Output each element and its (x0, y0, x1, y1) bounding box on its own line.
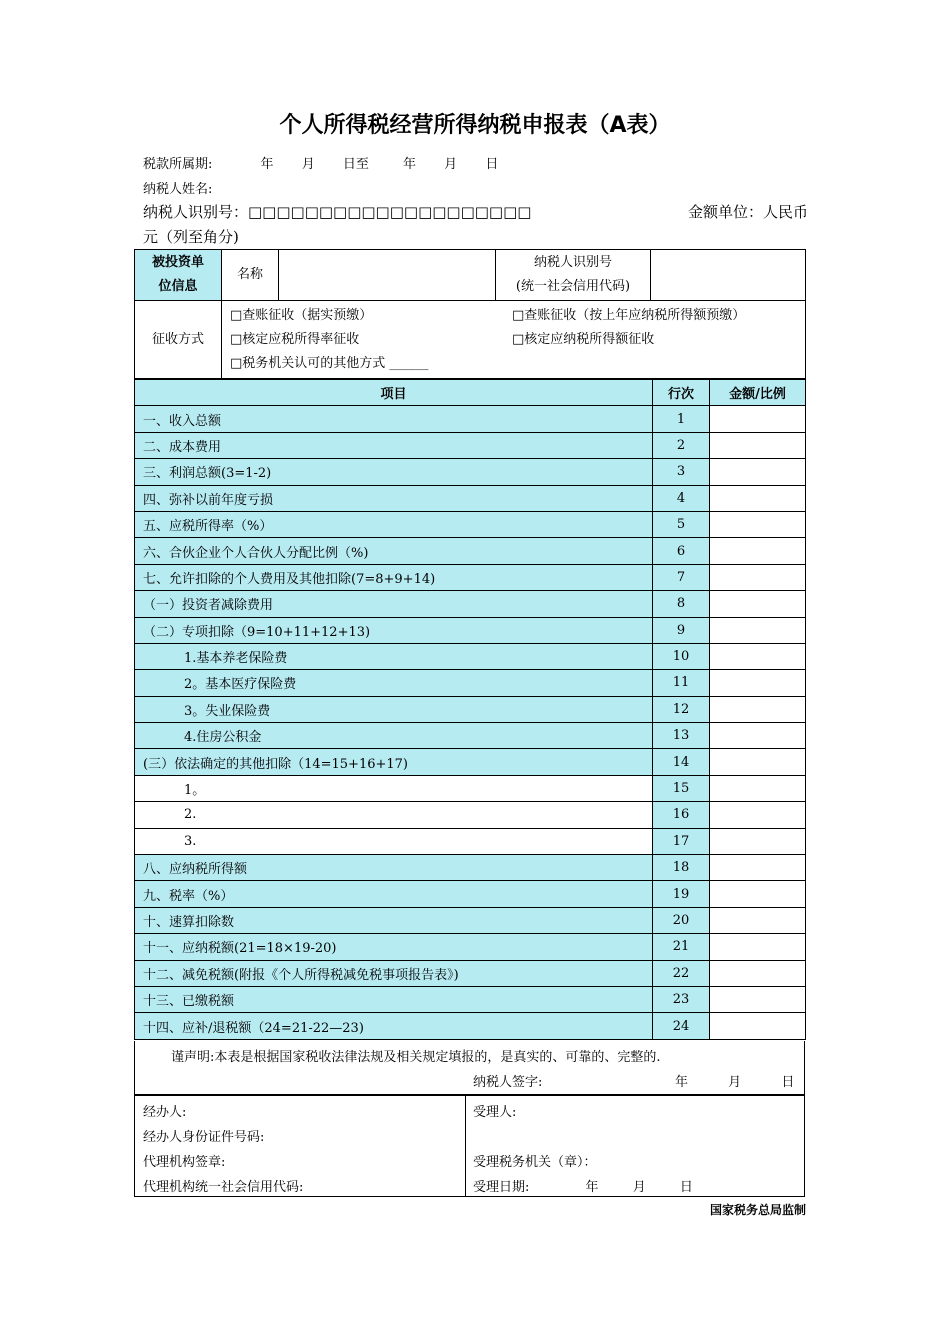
table-row (135, 643, 806, 669)
invested-unit-label (135, 250, 222, 301)
table-row (135, 459, 806, 485)
row-line-number: 7 (653, 564, 710, 590)
row-item-label: 4.住房公积金 (135, 723, 653, 749)
row-line-number: 20 (653, 907, 710, 933)
handling-divider (465, 1096, 466, 1196)
currency-unit: 金额单位：人民币 (687, 203, 808, 221)
row-line-number: 6 (653, 538, 710, 564)
currency-unit-cont: 元（列至角分) (143, 228, 239, 246)
acceptance-month: 月 (632, 1180, 646, 1195)
row-item-label: 2。基本医疗保险费 (135, 670, 653, 696)
row-line-number: 5 (653, 511, 710, 537)
row-line-number: 2 (653, 432, 710, 458)
table-row (135, 723, 806, 749)
tax-period-line (143, 153, 498, 172)
table-row (135, 538, 806, 564)
row-item-label: (三）依法确定的其他扣除（14=15+16+17) (135, 749, 653, 775)
table-row (135, 802, 806, 828)
agency-credit-code-label: 代理机构统一社会信用代码: (143, 1180, 304, 1195)
row-item-label: 六、合伙企业个人合伙人分配比例（%) (135, 538, 653, 564)
row-line-number: 18 (653, 855, 710, 881)
row-line-number: 19 (653, 881, 710, 907)
row-amount-field[interactable] (710, 696, 806, 722)
row-line-number: 9 (653, 617, 710, 643)
row-amount-field[interactable] (710, 802, 806, 828)
table-row (135, 749, 806, 775)
row-amount-field[interactable] (710, 907, 806, 933)
table-row (135, 670, 806, 696)
row-item-label: 十一、应纳税额(21=18×19-20) (135, 934, 653, 960)
collection-options (222, 301, 806, 379)
row-amount-field[interactable] (710, 881, 806, 907)
table-row (135, 960, 806, 986)
table-row (135, 696, 806, 722)
row-amount-field[interactable] (710, 459, 806, 485)
row-amount-field[interactable] (710, 723, 806, 749)
header-item: 项目 (135, 380, 653, 406)
period-month-1: 月 (301, 157, 315, 172)
main-table (134, 379, 806, 1040)
table-row (135, 406, 806, 432)
row-item-label: 九、税率（%） (135, 881, 653, 907)
declaration-statement: 谨声明:本表是根据国家税收法律法规及相关规定填报的，是真实的、可靠的、完整的. (171, 1050, 661, 1065)
taxpayer-signature-label: 纳税人签字: (473, 1075, 543, 1090)
row-line-number: 8 (653, 591, 710, 617)
table-row (135, 1013, 806, 1039)
table-row (135, 511, 806, 537)
table-header-row (135, 380, 806, 406)
invested-unit-label-l2: 位信息 (158, 279, 198, 294)
collection-option-4[interactable]: □核定应纳税所得额征收 (512, 331, 655, 347)
tax-office-label: 受理税务机关（章）： (473, 1155, 597, 1170)
row-item-label: 十四、应补/退税额（24=21-22—23) (135, 1013, 653, 1039)
row-amount-field[interactable] (710, 749, 806, 775)
declaration-month: 月 (728, 1075, 742, 1090)
row-item-label: 十、速算扣除数 (135, 907, 653, 933)
row-item-label: 七、允许扣除的个人费用及其他扣除(7=8+9+14) (135, 564, 653, 590)
table-row (135, 591, 806, 617)
table-row (135, 617, 806, 643)
header-amount: 金额/比例 (710, 380, 806, 406)
receiver-label: 受理人: (473, 1105, 517, 1120)
header-line: 行次 (653, 380, 710, 406)
invested-id-field[interactable] (651, 250, 806, 301)
row-amount-field[interactable] (710, 1013, 806, 1039)
row-amount-field[interactable] (710, 934, 806, 960)
name-field[interactable] (279, 250, 496, 301)
row-line-number: 1 (653, 406, 710, 432)
table-row (135, 907, 806, 933)
row-amount-field[interactable] (710, 511, 806, 537)
agency-seal-label: 代理机构签章: (143, 1155, 226, 1170)
row-line-number: 10 (653, 643, 710, 669)
invested-id-label (496, 250, 651, 301)
row-item-label: 3. (135, 828, 653, 854)
table-row (135, 986, 806, 1012)
page-title: 个人所得税经营所得纳税申报表（A表） (279, 113, 671, 138)
row-item-label: （一）投资者减除费用 (135, 591, 653, 617)
period-day-1: 日至 (342, 157, 369, 172)
collection-option-1[interactable]: □查账征收（据实预缴） (230, 307, 373, 323)
declaration-year: 年 (675, 1075, 689, 1090)
row-line-number: 13 (653, 723, 710, 749)
taxpayer-name-label: 纳税人姓名: (143, 182, 213, 197)
collection-option-2[interactable]: □查账征收（按上年应纳税所得额预缴） (512, 307, 746, 323)
row-amount-field[interactable] (710, 960, 806, 986)
row-amount-field[interactable] (710, 485, 806, 511)
row-line-number: 12 (653, 696, 710, 722)
table-row (135, 432, 806, 458)
row-amount-field[interactable] (710, 564, 806, 590)
table-row (135, 485, 806, 511)
row-item-label: 一、收入总额 (135, 406, 653, 432)
acceptance-date-line (473, 1176, 693, 1195)
acceptance-date-label: 受理日期: (473, 1180, 530, 1195)
row-item-label: 八、应纳税所得额 (135, 855, 653, 881)
row-amount-field[interactable] (710, 670, 806, 696)
row-amount-field[interactable] (710, 828, 806, 854)
invested-id-label-l2: (统一社会信用代码) (515, 279, 631, 294)
row-amount-field[interactable] (710, 855, 806, 881)
row-amount-field[interactable] (710, 617, 806, 643)
row-line-number: 24 (653, 1013, 710, 1039)
table-row (135, 934, 806, 960)
row-item-label: 三、利润总额(3=1-2) (135, 459, 653, 485)
row-amount-field[interactable] (710, 538, 806, 564)
row-line-number: 22 (653, 960, 710, 986)
row-item-label: 3。失业保险费 (135, 696, 653, 722)
row-amount-field[interactable] (710, 432, 806, 458)
row-line-number: 17 (653, 828, 710, 854)
acceptance-day: 日 (679, 1180, 693, 1195)
row-line-number: 11 (653, 670, 710, 696)
period-year-1: 年 (260, 157, 274, 172)
row-item-label: 二、成本费用 (135, 432, 653, 458)
row-line-number: 21 (653, 934, 710, 960)
row-line-number: 23 (653, 986, 710, 1012)
row-item-label: 2. (135, 802, 653, 828)
row-line-number: 3 (653, 459, 710, 485)
table-row (135, 564, 806, 590)
row-item-label: 1。 (135, 775, 653, 801)
declaration-date (675, 1071, 794, 1090)
handler-id-label: 经办人身份证件号码: (143, 1130, 265, 1145)
tax-period-label: 税款所属期: (143, 157, 213, 172)
row-line-number: 15 (653, 775, 710, 801)
row-amount-field[interactable] (710, 643, 806, 669)
declaration-day: 日 (781, 1075, 795, 1090)
row-line-number: 14 (653, 749, 710, 775)
table-row (135, 775, 806, 801)
row-amount-field[interactable] (710, 775, 806, 801)
row-item-label: （二）专项扣除（9=10+11+12+13) (135, 617, 653, 643)
row-line-number: 16 (653, 802, 710, 828)
handling-block (134, 1095, 805, 1197)
invested-unit-label-l1: 被投资单 (151, 255, 204, 270)
taxpayer-id-line (143, 201, 808, 222)
period-day-2: 日 (485, 157, 499, 172)
row-item-label: 五、应税所得率（%） (135, 511, 653, 537)
collection-method-label: 征收方式 (135, 301, 222, 379)
taxpayer-id-label: 纳税人识别号：□□□□□□□□□□□□□□□□□□□□ (143, 203, 532, 221)
table-row (135, 828, 806, 854)
period-month-2: 月 (444, 157, 458, 172)
row-item-label: 四、弥补以前年度亏损 (135, 485, 653, 511)
table-row (135, 881, 806, 907)
invested-id-label-l1: 纳税人识别号 (533, 255, 612, 270)
footer-issuer: 国家税务总局监制 (709, 1203, 806, 1217)
invested-unit-table (134, 249, 806, 379)
row-item-label: 1.基本养老保险费 (135, 643, 653, 669)
declaration-block (134, 1041, 805, 1095)
handler-label: 经办人: (143, 1105, 187, 1120)
row-item-label: 十二、减免税额(附报《个人所得税减免税事项报告表》) (135, 960, 653, 986)
collection-option-5[interactable]: □税务机关认可的其他方式 ______ (230, 355, 429, 371)
row-amount-field[interactable] (710, 406, 806, 432)
collection-option-3[interactable]: □核定应税所得率征收 (230, 331, 360, 347)
name-label: 名称 (222, 250, 279, 301)
row-item-label: 十三、已缴税额 (135, 986, 653, 1012)
period-year-2: 年 (403, 157, 417, 172)
row-amount-field[interactable] (710, 591, 806, 617)
row-line-number: 4 (653, 485, 710, 511)
acceptance-year: 年 (585, 1180, 599, 1195)
row-amount-field[interactable] (710, 986, 806, 1012)
table-row (135, 855, 806, 881)
